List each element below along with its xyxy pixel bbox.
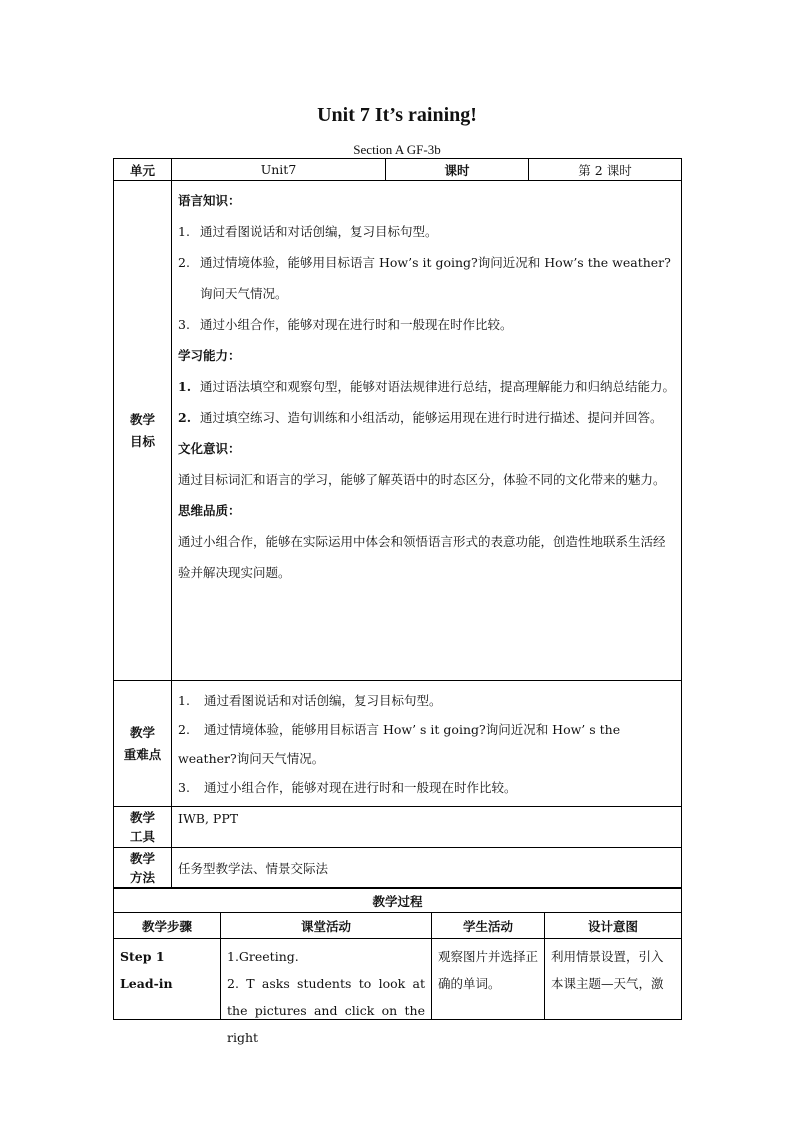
column-header: 学生活动 — [432, 913, 545, 939]
tools-value: IWB, PPT — [172, 807, 682, 848]
ability-item: 2. 通过填空练习、造句训练和小组活动，能够运用现在进行时进行描述、提问并回答。 — [178, 410, 663, 425]
ability-heading: 学习能力： — [178, 348, 241, 363]
tools-label: 教学 工具 — [114, 807, 172, 848]
unit-label: 单元 — [114, 159, 172, 181]
methods-label: 教学 方法 — [114, 848, 172, 888]
process-row — [114, 939, 682, 1020]
header-row — [114, 159, 682, 181]
column-header: 教学步骤 — [114, 913, 221, 939]
difficulty-label-line2: 重难点 — [123, 746, 162, 762]
thinking-text: 通过小组合作，能够在实际运用中体会和领悟语言形式的表意功能，创造性地联系生活经验并解决现实问题。 — [178, 534, 666, 580]
goals-label — [114, 181, 172, 681]
difficulty-item: 2. 通过情境体验，能够用目标语言 How’ s it going?询问近况和 How’ s the weather?询问天气情况。 — [178, 721, 621, 766]
goals-row — [114, 181, 682, 681]
unit-value: Unit7 — [172, 159, 386, 181]
difficulty-item: 1. 通过看图说话和对话创编，复习目标句型。 — [178, 692, 442, 708]
thinking-heading: 思维品质： — [178, 503, 241, 518]
activity-cell: 1.Greeting. 2. T asks students to look at the pictures and click on the right — [221, 939, 432, 1020]
process-header-row — [114, 913, 682, 939]
lang-heading: 语言知识： — [178, 193, 241, 208]
column-header: 设计意图 — [545, 913, 682, 939]
methods-value: 任务型教学法、情景交际法 — [172, 848, 682, 888]
ability-item: 1. 通过语法填空和观察句型，能够对语法规律进行总结，提高理解能力和归纳总结能力。 — [178, 379, 676, 394]
tools-row — [114, 807, 682, 848]
difficulty-item: 3. 通过小组合作，能够对现在进行时和一般现在时作比较。 — [178, 779, 517, 795]
difficulty-label-line1: 教学 — [129, 724, 155, 740]
difficulty-label — [114, 681, 172, 807]
goals-label-line1: 教学 — [129, 411, 155, 427]
process-title: 教学过程 — [114, 889, 682, 913]
lang-item: 2. 通过情境体验，能够用目标语言 How’s it going?询问近况和 How’s the weather?询问天气情况。 — [178, 255, 671, 301]
page-subtitle: Section A GF-3b — [353, 142, 441, 157]
lesson-plan-table — [113, 158, 682, 888]
difficulty-content — [172, 681, 682, 807]
lang-item: 1. 通过看图说话和对话创编，复习目标句型。 — [178, 224, 438, 239]
period-value: 第 2 课时 — [529, 159, 682, 181]
methods-row — [114, 848, 682, 888]
student-activity-cell: 观察图片并选择正确的单词。 — [432, 939, 545, 1020]
difficulty-row — [114, 681, 682, 807]
goals-label-line2: 目标 — [129, 433, 155, 449]
intent-cell: 利用情景设置，引入本课主题—天气，激 — [545, 939, 682, 1020]
page-title: Unit 7 It’s raining! — [317, 104, 477, 126]
process-table — [113, 888, 682, 1045]
lang-item: 3. 通过小组合作，能够对现在进行时和一般现在时作比较。 — [178, 317, 513, 332]
column-header: 课堂活动 — [221, 913, 432, 939]
step-cell: Step 1 Lead-in — [114, 939, 221, 1020]
goals-content — [172, 181, 682, 681]
culture-text: 通过目标词汇和语言的学习，能够了解英语中的时态区分，体验不同的文化带来的魅力。 — [178, 472, 666, 487]
period-label: 课时 — [386, 159, 529, 181]
culture-heading: 文化意识： — [178, 441, 241, 456]
